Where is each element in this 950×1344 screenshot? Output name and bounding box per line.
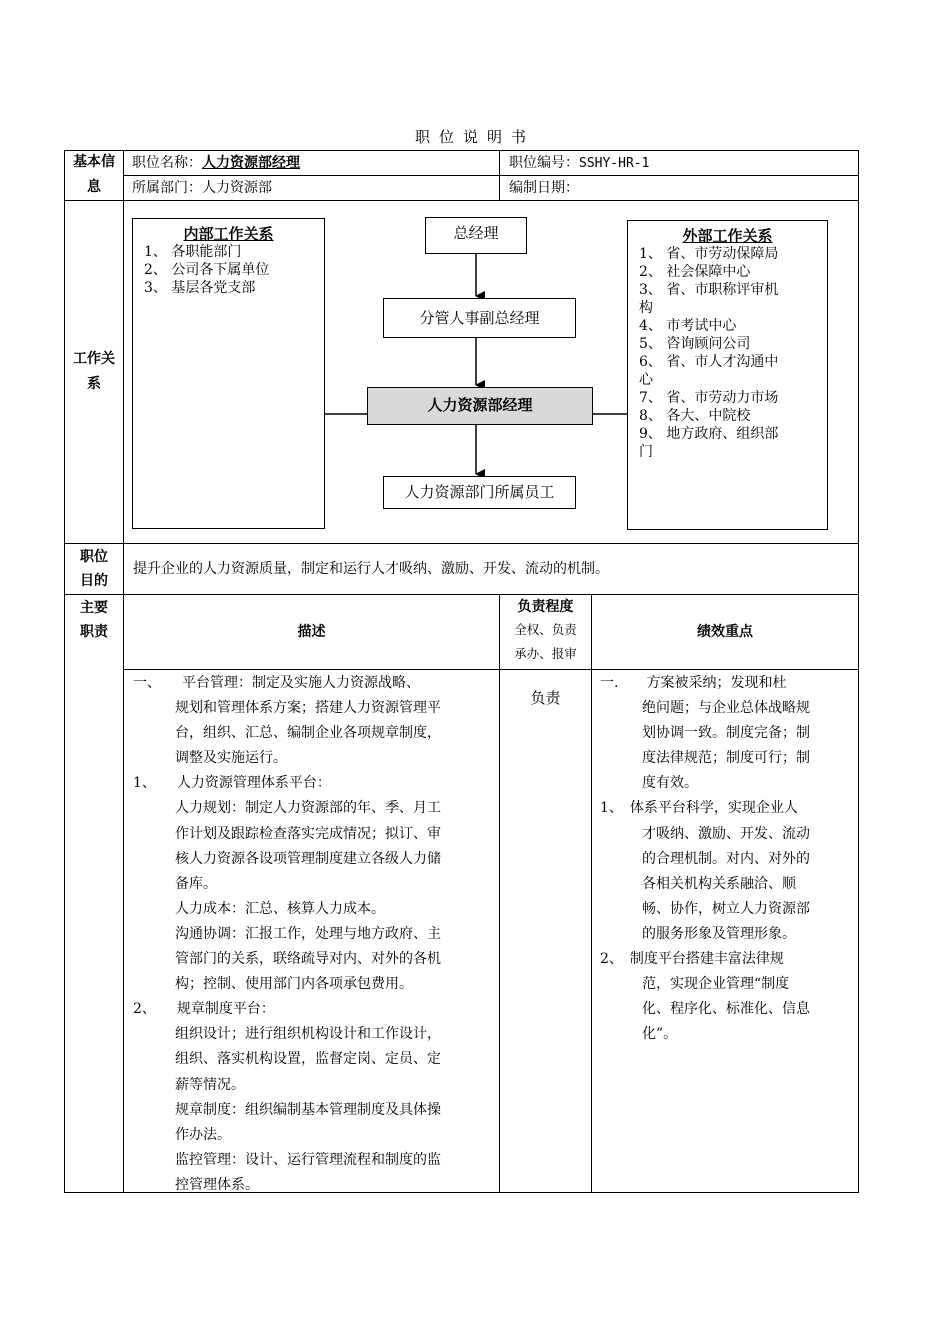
external-relations-title: 外部工作关系 [682, 227, 773, 245]
description-line: 作计划及跟踪检查落实完成情况；拟订、审 [133, 825, 441, 842]
external-relations-item: 门 [639, 444, 653, 460]
external-relations-item: 7、 省、市劳动力市场 [639, 390, 779, 406]
table-border [123, 669, 859, 670]
external-relations-item: 6、 省、市人才沟通中 [639, 354, 779, 370]
internal-relations-item: 2、 公司各下属单位 [144, 262, 270, 278]
date-label: 编制日期： [509, 180, 579, 196]
description-line: 一、 平台管理：制定及实施人力资源战略、 [133, 675, 420, 691]
description-line: 备库。 [133, 875, 217, 892]
performance-line: 度法律规范；制度可行；制 [600, 750, 810, 767]
description-line: 2、 规章制度平台： [133, 1001, 275, 1018]
org-general-manager-label: 总经理 [453, 224, 499, 242]
description-line: 薪等情况。 [133, 1076, 245, 1093]
external-relations-item: 5、 咨询顾问公司 [639, 336, 751, 352]
description-line: 控管理体系。 [133, 1176, 259, 1193]
performance-line: 才吸纳、激励、开发、流动 [600, 825, 810, 842]
performance-line: 范，实现企业管理“制度 [600, 976, 790, 993]
position-code-label: 职位编号： [509, 155, 579, 171]
description-line: 沟通协调：汇报工作，处理与地方政府、主 [133, 925, 441, 942]
duties-label-line2: 职责 [80, 624, 108, 640]
description-line: 管部门的关系，联络疏导对内、对外的各机 [133, 951, 441, 968]
performance-line: 1、 体系平台科学，实现企业人 [600, 800, 798, 817]
performance-line: 划协调一致。制度完备；制 [600, 725, 810, 742]
external-relations-item: 1、 省、市劳动保障局 [639, 246, 779, 262]
document-title: 职位说明书 [414, 128, 535, 146]
description-line: 构；控制、使用部门内各项承包费用。 [133, 976, 413, 993]
table-border [64, 594, 859, 595]
description-line: 调整及实施运行。 [133, 750, 287, 767]
col-header-responsibility [500, 596, 591, 666]
col-header-performance: 绩效重点 [697, 624, 753, 640]
performance-line: 的服务形象及管理形象。 [600, 925, 796, 942]
table-border [499, 594, 500, 1193]
purpose-label [72, 545, 116, 593]
external-relations-item: 2、 社会保障中心 [639, 264, 751, 280]
col-header-description: 描述 [297, 624, 326, 640]
position-code-value: SSHY-HR-1 [579, 156, 650, 171]
description-line: 台，组织、汇总、编制企业各项规章制度， [133, 725, 441, 742]
col-header-responsibility-sub1: 全权、负责 [514, 622, 577, 637]
description-line: 1、 人力资源管理体系平台： [133, 775, 331, 792]
description-line: 人力规划：制定人力资源部的年、季、月工 [133, 800, 441, 817]
position-name-value: 人力资源部经理 [202, 155, 300, 171]
external-relations-item: 3、 省、市职称评审机 [639, 282, 779, 298]
description-line: 规章制度：组织编制基本管理制度及具体操 [133, 1101, 441, 1118]
org-deputy-manager-label: 分管人事副总经理 [419, 309, 540, 327]
external-relations-item: 构 [639, 300, 653, 316]
performance-line: 畅、协作，树立人力资源部 [600, 900, 810, 917]
department-value: 人力资源部 [202, 180, 272, 196]
description-line: 监控管理：设计、运行管理流程和制度的监 [133, 1151, 441, 1168]
duties-label [72, 596, 116, 644]
performance-line: 化”。 [600, 1026, 678, 1043]
work-relations-label: 工作关系 [73, 351, 115, 392]
org-hr-staff [383, 476, 576, 509]
org-hr-manager-label: 人力资源部经理 [427, 396, 533, 414]
description-line: 组织设计；进行组织机构设计和工作设计， [133, 1026, 441, 1043]
performance-line: 绝问题；与企业总体战略规 [600, 700, 810, 717]
duties-description [133, 671, 493, 1198]
col-header-responsibility-sub2: 承办、报审 [514, 646, 577, 661]
description-line: 规划和管理体系方案；搭建人力资源管理平 [133, 700, 441, 717]
internal-relations-title: 内部工作关系 [183, 225, 274, 243]
description-line: 人力成本：汇总、核算人力成本。 [133, 900, 385, 917]
description-line: 组织、落实机构设置，监督定岗、定员、定 [133, 1051, 441, 1068]
position-name-label: 职位名称： [132, 155, 202, 171]
org-hr-manager [367, 387, 593, 425]
org-hr-staff-label: 人力资源部门所属员工 [404, 483, 555, 501]
purpose-label-line1: 职位 [80, 549, 108, 565]
duties-label-line1: 主要 [80, 600, 108, 616]
performance-line: 化、程序化、标准化、信息 [600, 1001, 810, 1018]
department-label: 所属部门： [132, 180, 202, 196]
responsibility-value: 负责 [530, 689, 561, 707]
internal-relations-item: 1、 各职能部门 [144, 244, 242, 260]
duties-performance [600, 671, 852, 1047]
org-general-manager [425, 217, 527, 254]
table-border [591, 594, 592, 1193]
basic-info-label: 基本信息 [73, 154, 115, 195]
performance-line: 各相关机构关系融洽、顺 [600, 875, 796, 892]
description-line: 作办法。 [133, 1126, 231, 1143]
performance-line: 度有效。 [600, 775, 698, 792]
internal-relations-item: 3、 基层各党支部 [144, 280, 256, 296]
performance-line: 的合理机制。对内、对外的 [600, 850, 810, 867]
description-line: 核人力资源各设项管理制度建立各级人力储 [133, 850, 441, 867]
col-header-responsibility-title: 负责程度 [517, 599, 574, 615]
external-relations-item: 8、 各大、中院校 [639, 408, 751, 424]
external-relations-item: 4、 市考试中心 [639, 318, 737, 334]
performance-line: 2、 制度平台搭建丰富法律规 [600, 951, 784, 968]
org-deputy-manager [383, 298, 576, 338]
external-relations-item: 9、 地方政府、组织部 [639, 426, 779, 442]
external-relations-item: 心 [639, 372, 653, 388]
purpose-text: 提升企业的人力资源质量，制定和运行人才吸纳、激励、开发、流动的机制。 [133, 561, 609, 577]
performance-line: 一. 方案被采纳；发现和杜 [600, 675, 787, 691]
purpose-label-line2: 目的 [80, 573, 108, 589]
